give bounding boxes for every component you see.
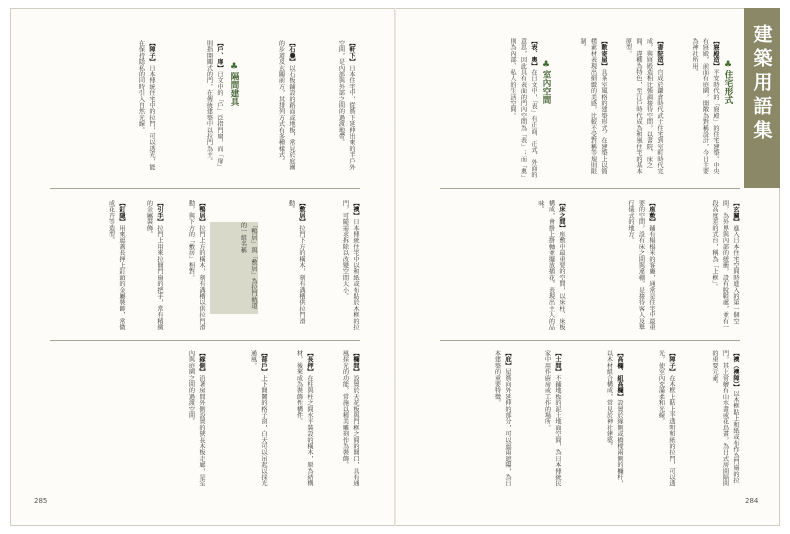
entry-hisashi: 【庇】屋簷向外延伸的部分，可以遮雨遮陽，為日本建築的重要特徵。 (493, 350, 511, 487)
leaf-icon: ♣ (723, 60, 733, 70)
entry-nageshi: 【長押】在柱與柱之間水平裝設的橫木，原為結構材，後來成為裝飾性構件。 (295, 350, 313, 487)
entry-shitomido: 【蔀戶】上下開闔的格子窗，白天可以吊起以採光通風。 (249, 350, 267, 487)
entry-shoji-l: 【障子】日本傳統住宅中的拉門，可以透光，能在保持隱私的同時引入自然光線。 (137, 40, 155, 171)
section-heading-residence (722, 60, 734, 180)
section-label: 隔間建具 (229, 72, 239, 106)
entry-genkan: 【玄關】進入日本住宅空間時進入的第一個空間，為外界與內部的緩衝，設有脫鞋處，並有一段高度差的式台，稱為「上框」。 (711, 200, 739, 331)
entry-nokishita: 【軒下】日本住宅中，從簷下延伸出來的半戶外空間，是內部與外部之間的過渡地帶。 (337, 40, 355, 171)
entry-shoin: 【書院造】自成於鎌倉時代武士住宅到室町時代完成，與寢殿造相比強調接待空間，以書院、床之間、違棚為特色，至江戶時代成為和風住宅的基本原型。 (624, 38, 663, 175)
divider (50, 340, 360, 341)
entry-sukiya: 【數寄屋】具茶室風格的建築形式。在建築上以簡樸素材表現出細緻的美感，比較不受對稱等規則限制。 (579, 38, 607, 175)
entry-zashiki: 【座敷】鋪有榻榻米的客廳，通常是住宅中最重要的空間，設有床之間與違棚，是接待客人及舉行儀式的地方。 (627, 200, 655, 331)
page-number-right: 284 (745, 497, 759, 505)
page-number-left: 285 (34, 497, 48, 505)
leaf-icon: ♣ (229, 62, 239, 72)
entry-shoji-r: 【障子】在木框上貼上半透明和紙的拉門，可以透光，使室內充滿柔和光線。 (657, 350, 675, 487)
leaf-icon: ♣ (541, 60, 551, 70)
divider (50, 188, 360, 189)
entry-engawa: 【緣側】沿著房間外側設置的狹長木板走廊，是室內與庭園之間的過渡空間。 (187, 350, 205, 487)
section-heading-partition (228, 62, 240, 172)
highlight-note: 「鴨居」與「敷居」為拉門軌道的一組名稱 (210, 222, 258, 314)
entry-omote-oku: 【表、奧】在日文中，「表」有正面、正式、外面的意思，因此具有表面的門內空間為「表」；而「奧」則為內部、私人的生活空間。 (509, 38, 537, 178)
entry-shinden: 【寢殿造】平安時代的「寢殿」的住宅建築。中央有寢殿，前面有庭園，開敞為對稱設計，今日主要為神社所用。 (691, 38, 719, 175)
chapter-title-tab: 建築用語集 (744, 8, 780, 188)
section-heading-interior (540, 60, 552, 180)
divider (440, 188, 740, 189)
section-label: 住宅形式 (723, 70, 733, 104)
entry-kugikakushi: 【釘隱】用來遮蓋長押上釘頭的金屬裝飾，常做成花卉等造型。 (107, 200, 125, 331)
entry-fusuma-l: 【襖】日本傳統住宅中以和紙或布貼於木框的拉門，可隨需求拆除以改變空間大小。 (341, 200, 359, 331)
entry-fusuma: 【襖（襖障）】以木框貼上和紙或布作為門扇的拉門，其上常繪有山水畫或花鳥畫，為日式房間隔間的重要元素。 (711, 350, 739, 487)
entry-hikite: 【引手】拉門上用來拉開門扇的把手，常有精緻的金屬裝飾。 (145, 200, 163, 331)
section-label: 室內空間 (541, 70, 551, 104)
entry-doma: 【土間】不鋪地板的泥土地面空間，為日本傳統民家中用作廚房或工作的場所。 (543, 350, 561, 487)
entry-kamoi: 【鴨居】拉門上方的橫木，刻有溝槽以供拉門滑動，與下方的「敷居」相對。 (187, 200, 205, 331)
divider (440, 340, 740, 341)
entry-shikii: 【敷居】拉門下方的橫木，刻有溝槽供拉門滑動。 (287, 200, 305, 325)
entry-ishidatami: 【石疊】以石板鋪設的路面或地板，常見於庭園的步道及玄關前方，其排列方式有多種樣式。 (277, 40, 295, 171)
book-gutter (394, 8, 396, 526)
entry-tokonoma: 【床之間】座敷中最重要的空間，以床柱、床板構成，會掛上掛軸並擺放插花，表現出主人的品味。 (537, 200, 565, 331)
entry-ranma: 【欄間】設置於天花板與門框之間的開口，具有通風採光的功能，常施以精美雕刻作為裝飾。 (341, 350, 359, 487)
entry-to-tobira: 【戶、扉】日文中的「戶」泛指門扇，而「扉」則指開關式的門，在傳統建築中以拉門為主。 (205, 40, 223, 171)
entry-koran: 【高欄、組高欄】設置於緣側或橋樑兩側的欄杆，以木材組合構成，常見於神社建築。 (605, 350, 623, 487)
